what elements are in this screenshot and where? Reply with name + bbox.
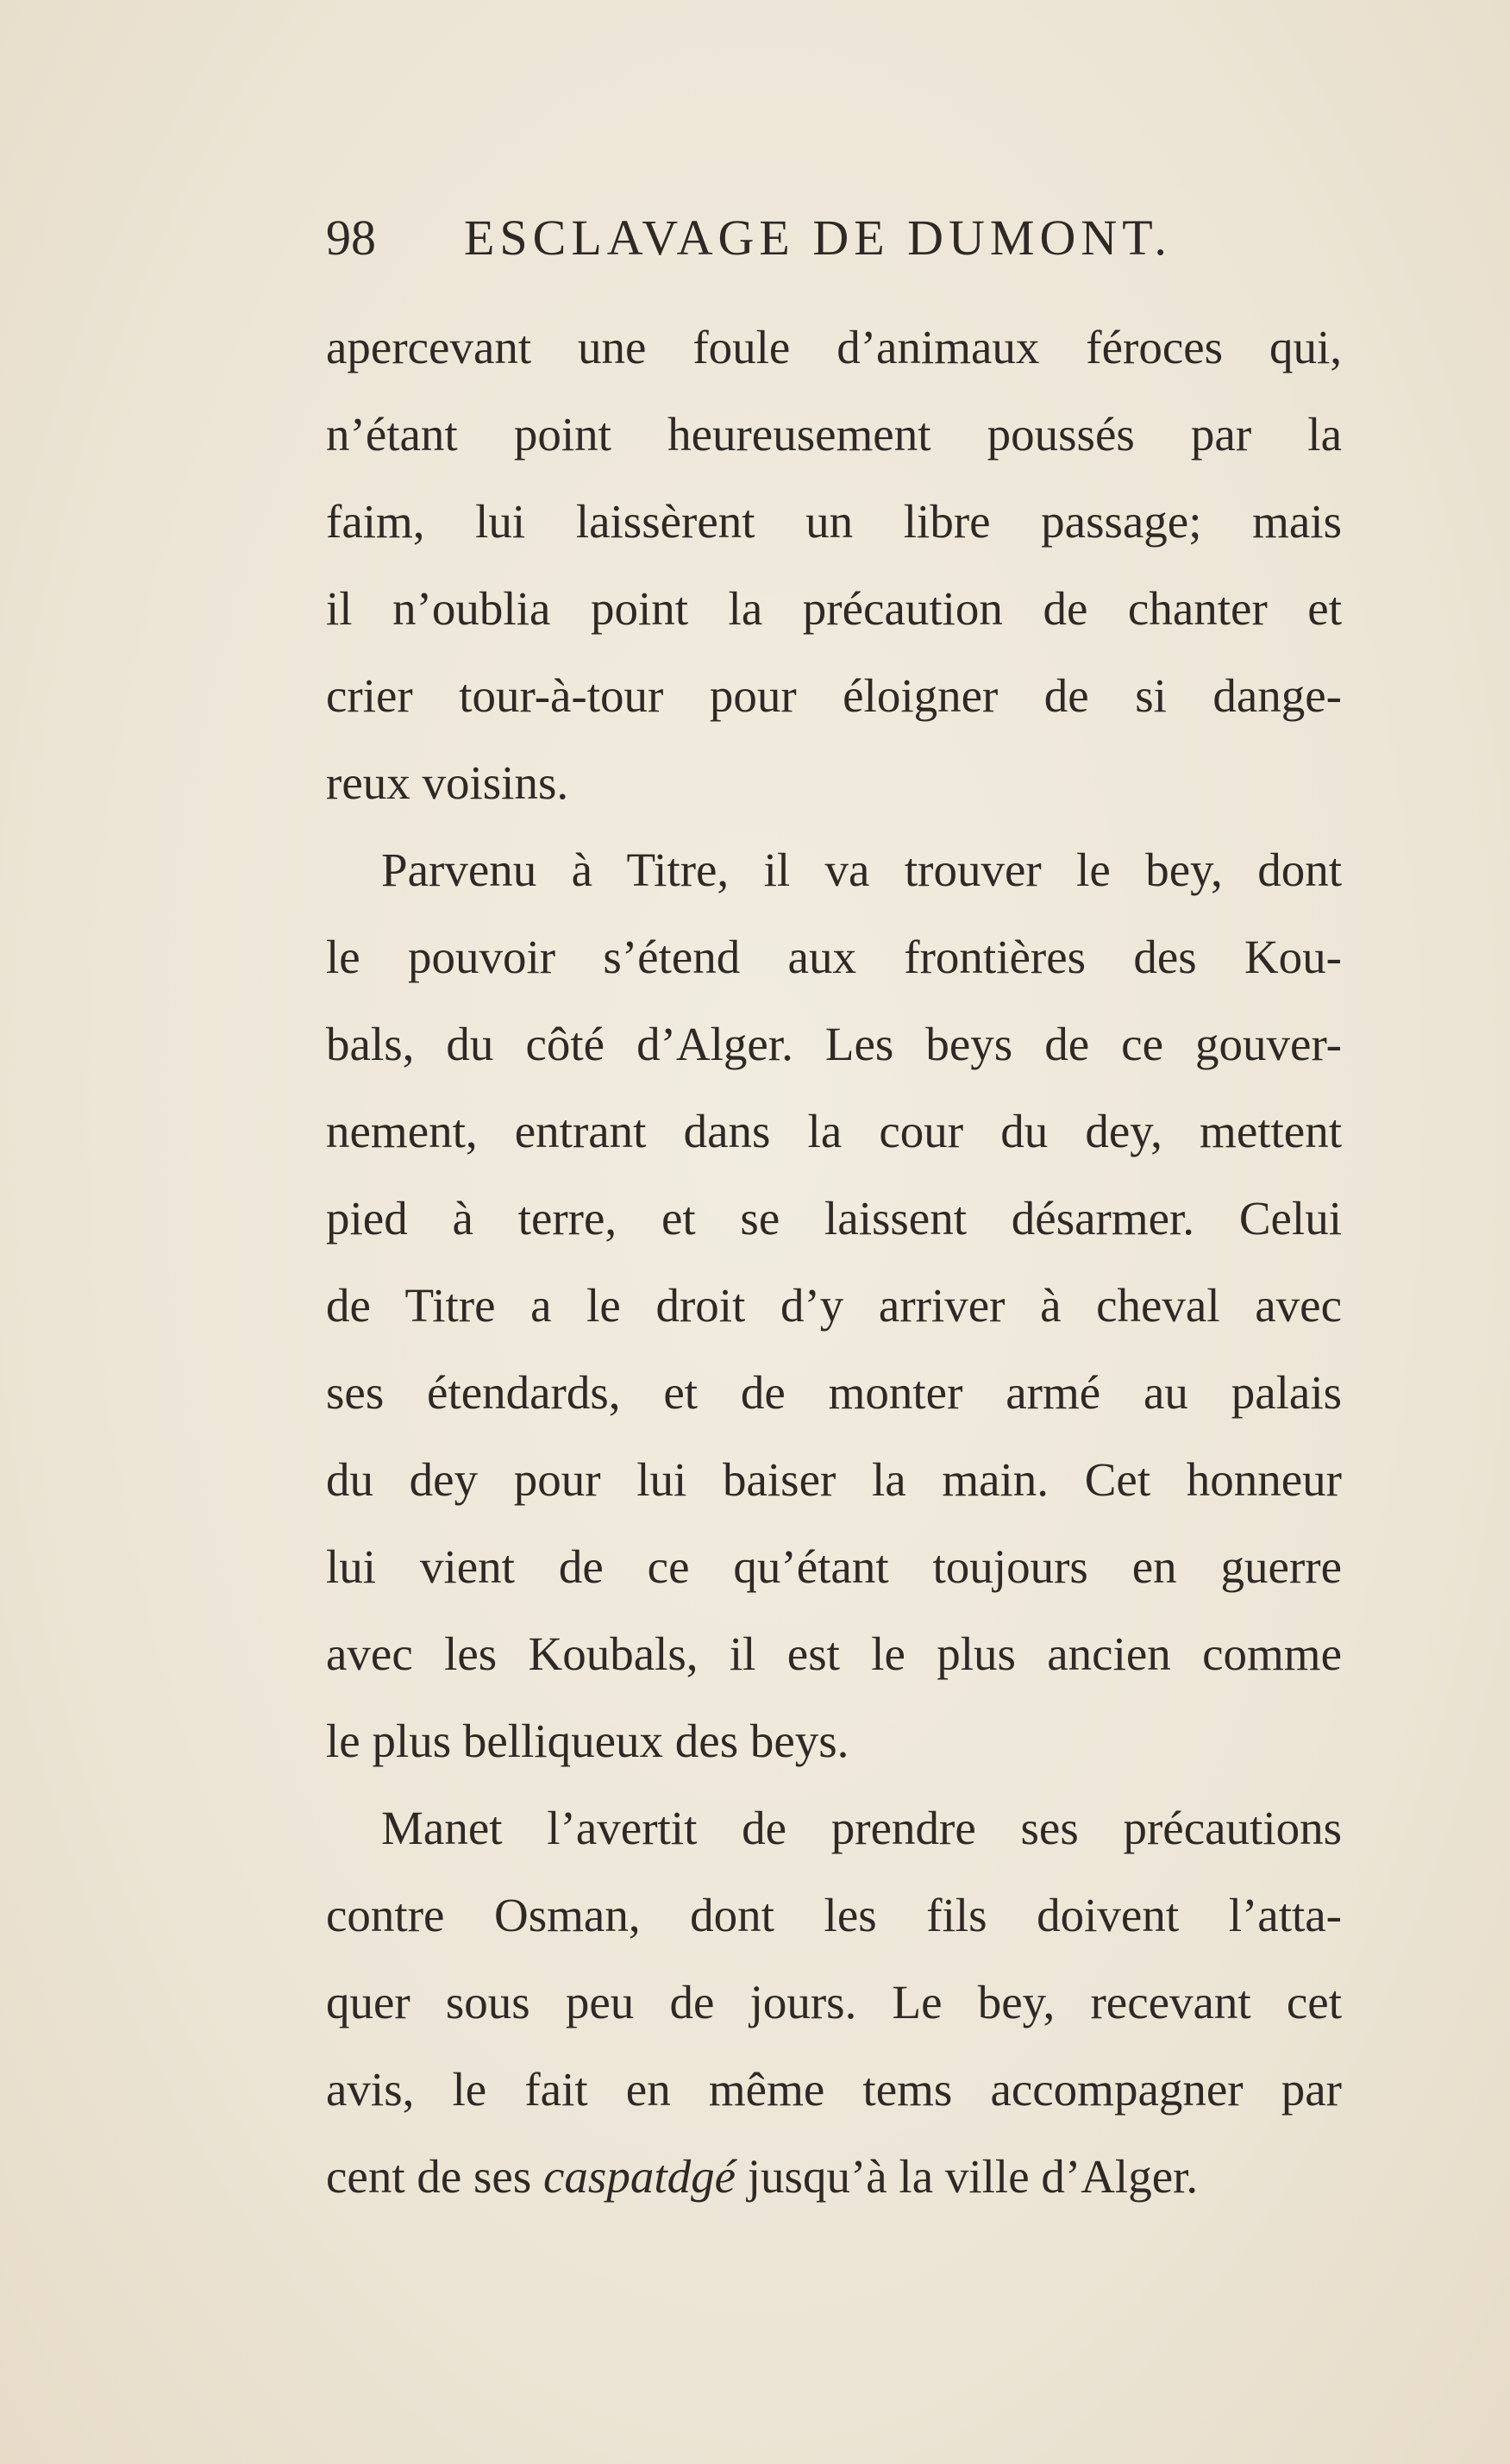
italic-term: caspatdgé bbox=[543, 2150, 736, 2203]
page-header bbox=[326, 204, 1361, 273]
running-title: ESCLAVAGE DE DUMONT. bbox=[464, 210, 1172, 266]
text-line: ses étendards, et de monter armé au palais bbox=[326, 1366, 1342, 1419]
page-number: 98 bbox=[326, 210, 376, 266]
paragraph-start-line: Manet l’avertit de prendre ses précautions bbox=[381, 1802, 1342, 1854]
text-line: le plus belliqueux des beys. bbox=[326, 1715, 849, 1767]
text-line: faim, lui laissèrent un libre passage; mais bbox=[326, 495, 1342, 548]
paragraph-start-line: Parvenu à Titre, il va trouver le bey, dont bbox=[381, 843, 1342, 896]
text-line: contre Osman, dont les fils doivent l’atta- bbox=[326, 1889, 1342, 1941]
text-line: le pouvoir s’étend aux frontières des Kou- bbox=[326, 931, 1342, 983]
text-line: lui vient de ce qu’étant toujours en guerre bbox=[326, 1540, 1342, 1593]
text-line: avec les Koubals, il est le plus ancien comme bbox=[326, 1627, 1342, 1680]
text-line: de Titre a le droit d’y arriver à cheval avec bbox=[326, 1279, 1342, 1332]
final-line-end: jusqu’à la ville d’Alger. bbox=[736, 2150, 1199, 2203]
final-line-start: cent de ses bbox=[326, 2150, 543, 2203]
final-text-line bbox=[326, 2133, 1342, 2220]
text-line: nement, entrant dans la cour du dey, mettent bbox=[326, 1105, 1342, 1157]
text-line: pied à terre, et se laissent désarmer. Celui bbox=[326, 1192, 1342, 1245]
body-text bbox=[326, 304, 1342, 2220]
text-line: apercevant une foule d’animaux féroces qui, bbox=[326, 321, 1342, 373]
text-line: reux voisins. bbox=[326, 756, 569, 809]
text-line: crier tour-à-tour pour éloigner de si dange- bbox=[326, 669, 1342, 722]
text-line: n’étant point heureusement poussés par la bbox=[326, 408, 1342, 461]
text-line: il n’oublia point la précaution de chanter et bbox=[326, 582, 1342, 635]
text-line: du dey pour lui baiser la main. Cet honneur bbox=[326, 1453, 1342, 1506]
text-line: bals, du côté d’Alger. Les beys de ce gouver- bbox=[326, 1018, 1342, 1070]
text-line: avis, le fait en même tems accompagner par bbox=[326, 2063, 1342, 2116]
text-line: quer sous peu de jours. Le bey, recevant cet bbox=[326, 1976, 1342, 2028]
